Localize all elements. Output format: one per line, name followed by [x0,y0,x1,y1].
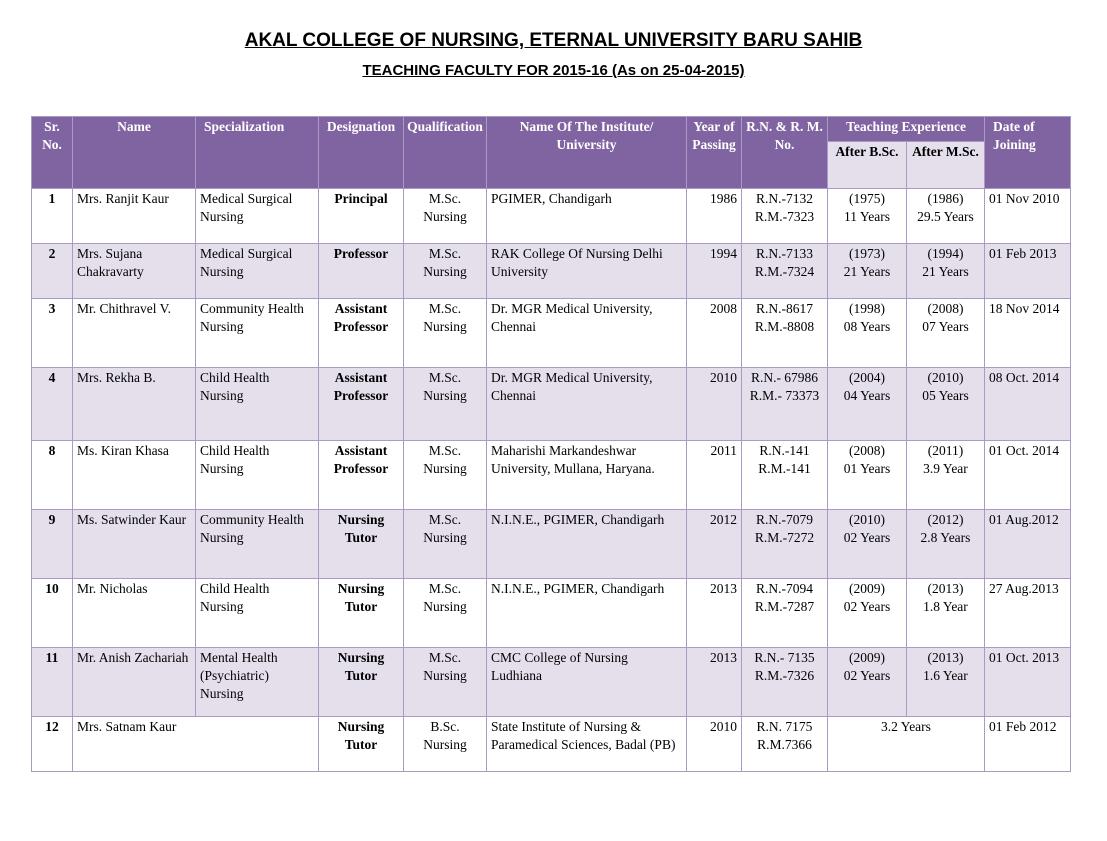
cell-bsc-year: (2004) [849,370,885,385]
cell-designation: Nursing Tutor [319,579,404,648]
cell-rm: R.M.7366 [757,737,812,752]
cell-qualification: M.Sc. Nursing [404,510,487,579]
cell-rm: R.M.- 73373 [749,388,820,403]
header-rn-rm-no: R.N. & R. M. No. [742,117,828,189]
cell-rn: R.N.- 7135 [754,650,815,665]
cell-msc-exp: 2.8 Years [920,530,971,545]
cell-rn-rm [742,648,828,717]
cell-after-bsc [828,579,907,648]
cell-designation: Assistant Professor [319,441,404,510]
header-date-of-joining: Date of Joining [985,117,1071,189]
cell-rn: R.N.-141 [759,443,810,458]
cell-specialization: Community Health Nursing [196,299,319,368]
cell-institute: CMC College of Nursing Ludhiana [487,648,687,717]
cell-rm: R.M.-7326 [754,668,815,683]
cell-year: 2013 [687,579,742,648]
header-qualification: Qualification [404,117,487,189]
header-year-of-passing: Year of Passing [687,117,742,189]
cell-year: 2010 [687,368,742,441]
cell-msc-year: (2012) [927,512,964,527]
table-row [32,368,1071,441]
cell-msc-year: (1994) [927,246,964,261]
cell-after-msc [907,368,985,441]
cell-rn-rm [742,717,828,772]
cell-name: Mrs. Ranjit Kaur [73,189,196,244]
cell-msc-exp: 3.9 Year [923,461,968,476]
cell-after-bsc [828,441,907,510]
cell-qualification: B.Sc. Nursing [404,717,487,772]
cell-rn: R.N.-7133 [756,246,813,261]
cell-sr: 12 [32,717,73,772]
cell-joining: 01 Feb 2012 [985,717,1071,772]
document-subtitle: TEACHING FACULTY FOR 2015-16 (As on 25-04-2015) [362,62,745,79]
cell-sr: 3 [32,299,73,368]
cell-name: Mrs. Satnam Kaur [73,717,319,772]
cell-teaching-experience: 3.2 Years [828,717,985,772]
cell-joining: 01 Feb 2013 [985,244,1071,299]
cell-qualification: M.Sc. Nursing [404,368,487,441]
cell-rm: R.M.-7287 [754,599,815,614]
cell-bsc-year: (2010) [849,512,885,527]
cell-institute: State Institute of Nursing & Paramedical Sciences, Badal (PB) [487,717,687,772]
cell-designation: Assistant Professor [319,368,404,441]
cell-rn-rm [742,189,828,244]
header-teaching-experience: Teaching Experience [828,117,985,142]
cell-year: 2012 [687,510,742,579]
cell-institute: Maharishi Markandeshwar University, Mullana, Haryana. [487,441,687,510]
header-institute: Name Of The Institute/ University [487,117,687,189]
cell-rn: R.N.-8617 [756,301,813,316]
cell-qualification: M.Sc. Nursing [404,299,487,368]
cell-designation: Principal [319,189,404,244]
cell-qualification: M.Sc. Nursing [404,189,487,244]
cell-bsc-year: (1973) [849,246,885,261]
cell-rm: R.M.-7272 [754,530,815,545]
cell-bsc-exp: 02 Years [843,668,891,683]
cell-msc-exp: 05 Years [922,388,969,403]
cell-after-bsc [828,368,907,441]
cell-sr: 9 [32,510,73,579]
table-row [32,189,1071,244]
cell-sr: 11 [32,648,73,717]
cell-rn-rm [742,368,828,441]
cell-year: 2011 [687,441,742,510]
document-title: AKAL COLLEGE OF NURSING, ETERNAL UNIVERSITY BARU SAHIB [244,30,863,51]
cell-bsc-year: (1998) [849,301,885,316]
cell-bsc-exp: 02 Years [843,599,891,614]
cell-after-msc [907,189,985,244]
cell-name: Mr. Chithravel V. [73,299,196,368]
cell-after-bsc [828,299,907,368]
cell-year: 1986 [687,189,742,244]
cell-sr: 10 [32,579,73,648]
cell-msc-exp: 29.5 Years [917,209,974,224]
cell-institute: PGIMER, Chandigarh [487,189,687,244]
cell-rn-rm [742,510,828,579]
cell-after-msc [907,648,985,717]
cell-name: Ms. Satwinder Kaur [73,510,196,579]
cell-msc-year: (2013) [927,650,964,665]
cell-msc-year: (2010) [927,370,964,385]
cell-sr: 2 [32,244,73,299]
cell-rn-rm [742,441,828,510]
cell-joining: 18 Nov 2014 [985,299,1071,368]
cell-rm: R.M.-7324 [754,264,815,279]
cell-bsc-year: (2009) [849,650,885,665]
cell-rn: R.N.-7132 [756,191,813,206]
cell-msc-exp: 07 Years [922,319,969,334]
cell-qualification: M.Sc. Nursing [404,648,487,717]
cell-joining: 08 Oct. 2014 [985,368,1071,441]
cell-designation: Professor [319,244,404,299]
table-row [32,579,1071,648]
cell-rn: R.N. 7175 [756,719,813,734]
table-row [32,244,1071,299]
cell-name: Ms. Kiran Khasa [73,441,196,510]
cell-after-bsc [828,189,907,244]
table-row [32,717,1071,772]
cell-specialization: Medical Surgical Nursing [196,244,319,299]
cell-name: Mr. Anish Zachariah [73,648,196,717]
cell-specialization: Community Health Nursing [196,510,319,579]
cell-year: 1994 [687,244,742,299]
header-designation: Designation [319,117,404,189]
faculty-table [31,116,1071,772]
cell-msc-year: (2008) [927,301,964,316]
cell-msc-year: (1986) [927,191,964,206]
cell-bsc-exp: 11 Years [843,209,890,224]
header-name: Name [73,117,196,189]
cell-rm: R.M.-8808 [754,319,815,334]
cell-after-bsc [828,510,907,579]
cell-institute: Dr. MGR Medical University, Chennai [487,299,687,368]
cell-specialization: Mental Health (Psychiatric) Nursing [196,648,319,717]
cell-rn-rm [742,579,828,648]
cell-rn: R.N.-7094 [756,581,813,596]
cell-after-msc [907,579,985,648]
table-row [32,441,1071,510]
cell-bsc-year: (2008) [849,443,885,458]
cell-qualification: M.Sc. Nursing [404,244,487,299]
cell-designation: Nursing Tutor [319,717,404,772]
cell-joining: 01 Oct. 2013 [985,648,1071,717]
cell-joining: 01 Oct. 2014 [985,441,1071,510]
cell-year: 2010 [687,717,742,772]
cell-rm: R.M.-141 [758,461,811,476]
cell-after-bsc [828,244,907,299]
table-row [32,299,1071,368]
cell-msc-year: (2011) [927,443,964,458]
cell-bsc-exp: 01 Years [843,461,891,476]
header-specialization: Specialization [196,117,319,189]
table-row [32,510,1071,579]
cell-joining: 01 Aug.2012 [985,510,1071,579]
cell-msc-exp: 1.6 Year [923,668,968,683]
cell-joining: 27 Aug.2013 [985,579,1071,648]
cell-specialization: Child Health Nursing [196,368,319,441]
cell-rn: R.N.- 67986 [750,370,819,385]
cell-bsc-exp: 04 Years [843,388,891,403]
cell-msc-exp: 21 Years [922,264,969,279]
cell-institute: RAK College Of Nursing Delhi University [487,244,687,299]
cell-designation: Nursing Tutor [319,648,404,717]
cell-name: Mr. Nicholas [73,579,196,648]
header-after-bsc: After B.Sc. [828,142,907,189]
cell-bsc-exp: 02 Years [843,530,891,545]
cell-after-bsc [828,648,907,717]
cell-designation: Nursing Tutor [319,510,404,579]
header-sr-no: Sr. No. [32,117,73,189]
cell-sr: 8 [32,441,73,510]
cell-after-msc [907,510,985,579]
cell-institute: N.I.N.E., PGIMER, Chandigarh [487,510,687,579]
cell-qualification: M.Sc. Nursing [404,441,487,510]
cell-bsc-year: (1975) [849,191,885,206]
cell-name: Mrs. Rekha B. [73,368,196,441]
cell-designation: Assistant Professor [319,299,404,368]
cell-sr: 4 [32,368,73,441]
cell-joining: 01 Nov 2010 [985,189,1071,244]
cell-rm: R.M.-7323 [754,209,815,224]
cell-bsc-exp: 08 Years [843,319,891,334]
cell-after-msc [907,244,985,299]
cell-bsc-year: (2009) [849,581,885,596]
cell-msc-exp: 1.8 Year [923,599,968,614]
cell-rn: R.N.-7079 [756,512,813,527]
cell-year: 2008 [687,299,742,368]
header-after-msc: After M.Sc. [907,142,985,189]
cell-qualification: M.Sc. Nursing [404,579,487,648]
cell-rn-rm [742,299,828,368]
cell-bsc-exp: 21 Years [843,264,891,279]
cell-year: 2013 [687,648,742,717]
table-row [32,648,1071,717]
cell-after-msc [907,299,985,368]
cell-rn-rm [742,244,828,299]
cell-specialization: Child Health Nursing [196,579,319,648]
cell-after-msc [907,441,985,510]
cell-institute: Dr. MGR Medical University, Chennai [487,368,687,441]
cell-specialization: Child Health Nursing [196,441,319,510]
cell-name: Mrs. Sujana Chakravarty [73,244,196,299]
cell-institute: N.I.N.E., PGIMER, Chandigarh [487,579,687,648]
cell-msc-year: (2013) [927,581,964,596]
cell-sr: 1 [32,189,73,244]
cell-specialization: Medical Surgical Nursing [196,189,319,244]
